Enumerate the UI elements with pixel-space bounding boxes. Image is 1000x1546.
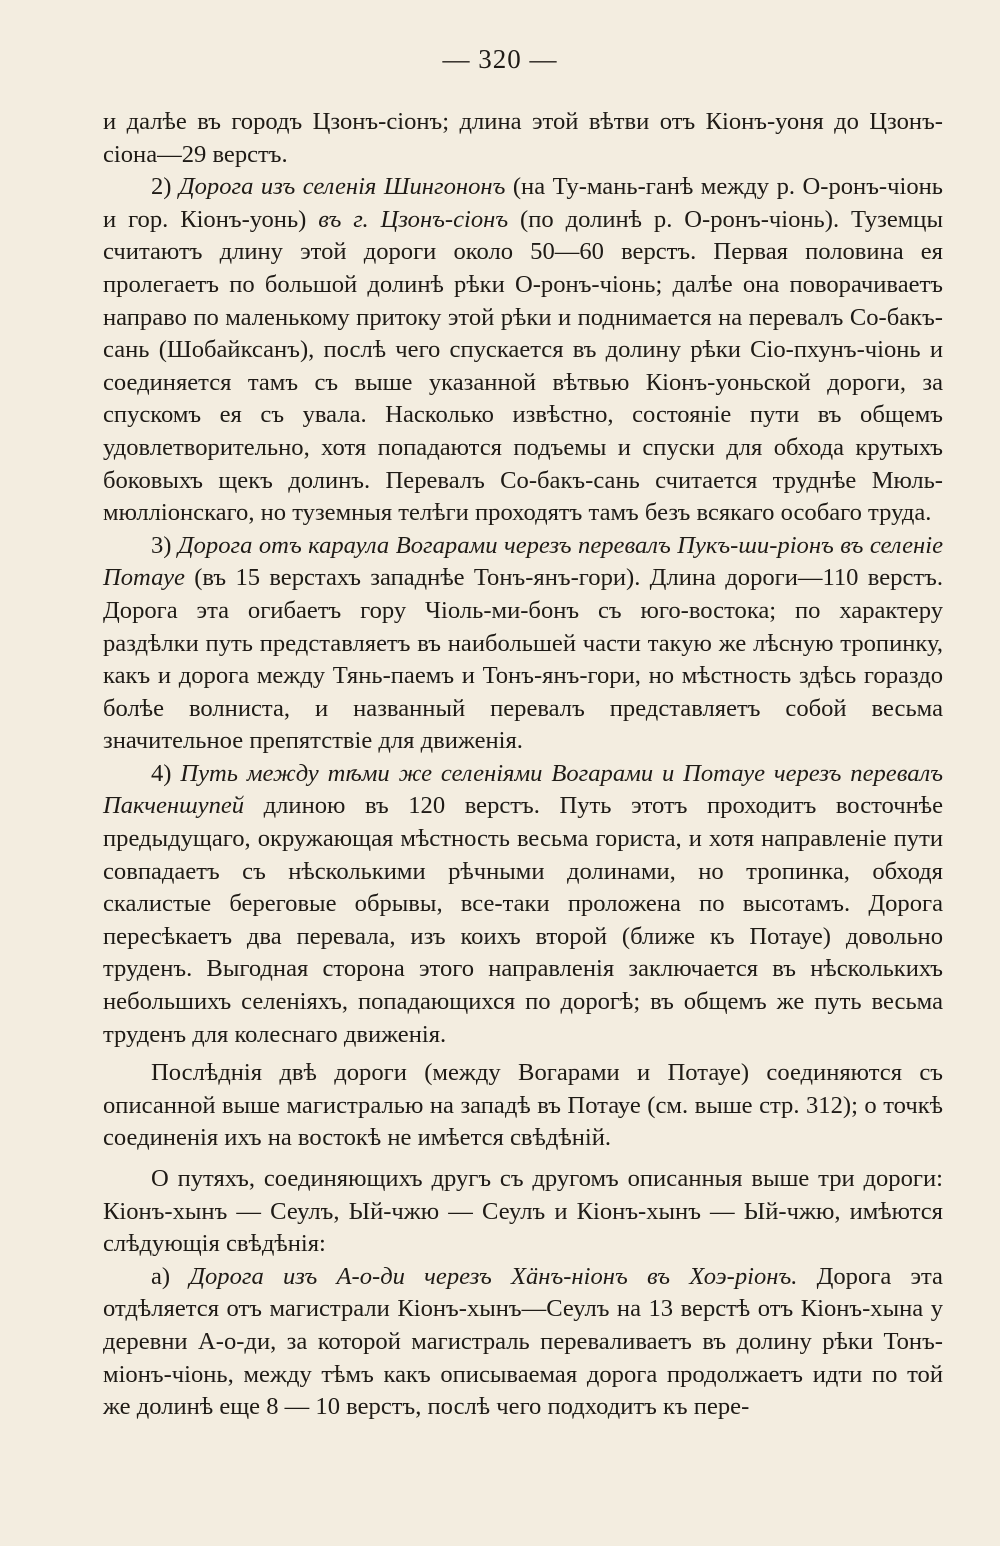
paragraph: [103, 530, 943, 758]
body-text: 4): [151, 759, 181, 787]
paragraph: [103, 1057, 943, 1155]
paragraph: [103, 171, 943, 530]
body-text: и далѣе въ городъ Цзонъ-сіонъ; длина этой вѣтви отъ Кіонъ-уоня до Цзонъ-сіона—29 верстъ.: [103, 108, 943, 168]
italic-heading-text: Дорога отъ караула Вогарами черезъ перевалъ Пукъ-ши-ріонъ въ селеніе Потауе: [103, 531, 943, 592]
body-text: 2): [151, 173, 179, 201]
body-text: а): [151, 1262, 190, 1290]
paragraph: [103, 106, 943, 171]
italic-heading-text: Дорога изъ селенія Шингононъ: [178, 173, 506, 201]
body-text: Послѣднія двѣ дороги (между Вогарами и Потауе) соединяются съ описанной выше магистралью на западѣ въ Потауе (см. выше стр. 312); о точкѣ соединенія ихъ на востокѣ не имѣется свѣдѣній.: [103, 1059, 943, 1152]
page-number: — 320 —: [442, 44, 558, 74]
paragraph: [103, 1261, 943, 1424]
body-text: (въ 15 верстахъ западнѣе Тонъ-янъ-гори). Длина дороги—110 верстъ. Дорога эта огибаетъ гору Чіоль-ми-бонъ съ юго-востока; по характеру раздѣлки путь представляетъ въ наибольшей части такую же лѣсную тропинку, какъ и дорога между Тянь-паемъ и Тонъ-янъ-гори, но мѣстность здѣсь гораздо болѣе волниста, и названный перевалъ представляетъ собой весьма значительное препятствіе для движенія.: [103, 564, 943, 755]
body-text: 3): [151, 531, 178, 559]
paragraph: [103, 1163, 943, 1261]
body-text: (на Ту-мань-ганѣ между р. О-ронъ-чіонь и гор. Кіонъ-уонь): [103, 173, 943, 233]
paragraph: [103, 758, 943, 1051]
body-text: О путяхъ, соединяющихъ другъ съ другомъ описанныя выше три дороги: Кіонъ-хынъ — Сеулъ, Ый-чжю — Сеулъ и Кіонъ-хынъ — Ый-чжю, имѣются слѣдующія свѣдѣнія:: [103, 1165, 943, 1258]
body-text: Дорога эта отдѣляется отъ магистрали Кіонъ-хынъ—Сеулъ на 13 верстѣ отъ Кіонъ-хына у деревни А-о-ди, за которой магистраль переваливаетъ въ долину рѣки Тонъ-міонъ-чіонь, между тѣмъ какъ описываемая дорога продолжаетъ идти по той же долинѣ еще 8 — 10 верстъ, послѣ чего подходитъ къ пере-: [103, 1262, 943, 1421]
italic-heading-text: Дорога изъ А-о-ди черезъ Хäнъ-ніонъ въ Хоэ-ріонъ.: [189, 1262, 798, 1290]
italic-heading-text: Путь между тѣми же селеніями Вогарами и Потауе черезъ перевалъ Пакченшупей: [103, 759, 943, 820]
body-text: (по долинѣ р. О-ронъ-чіонь). Туземцы считаютъ длину этой дороги около 50—60 верстъ. Первая половина ея пролегаетъ по большой долинѣ рѣки О-ронъ-чіонь; далѣе она поворачиваетъ направо по маленькому притоку этой рѣки и поднимается на перевалъ Со-бакъ-сань (Шобайксанъ), послѣ чего спускается въ долину рѣки Сіо-пхунъ-чіонь и соединяется тамъ съ выше указанной вѣтвью Кіонъ-уоньской дороги, за спускомъ ея съ увала. Насколько извѣстно, состояніе пути въ общемъ удовлетворительно, хотя попадаются подъемы и спуски для обхода крутыхъ боковыхъ щекъ долинъ. Перевалъ Со-бакъ-сань считается труднѣе Мюль-мюлліонскаго, но туземныя телѣги проходятъ тамъ безъ всякаго особаго труда.: [103, 205, 943, 527]
italic-heading-text: въ г. Цзонъ-сіонъ: [318, 205, 509, 233]
body-text: длиною въ 120 верстъ. Путь этотъ проходитъ восточнѣе предыдущаго, окружающая мѣстность весьма гориста, и хотя направленіе пути совпадаетъ съ нѣсколькими рѣчными долинами, но тропинка, обходя скалистые береговые обрывы, все-таки проложена по высотамъ. Дорога пересѣкаетъ два перевала, изъ коихъ второй (ближе къ Потауе) довольно труденъ. Выгодная сторона этого направленія заключается въ нѣсколькихъ небольшихъ селеніяхъ, попадающихся по дорогѣ; въ общемъ же путь весьма труденъ для колеснаго движенія.: [103, 792, 943, 1048]
text-block: [103, 106, 943, 1424]
